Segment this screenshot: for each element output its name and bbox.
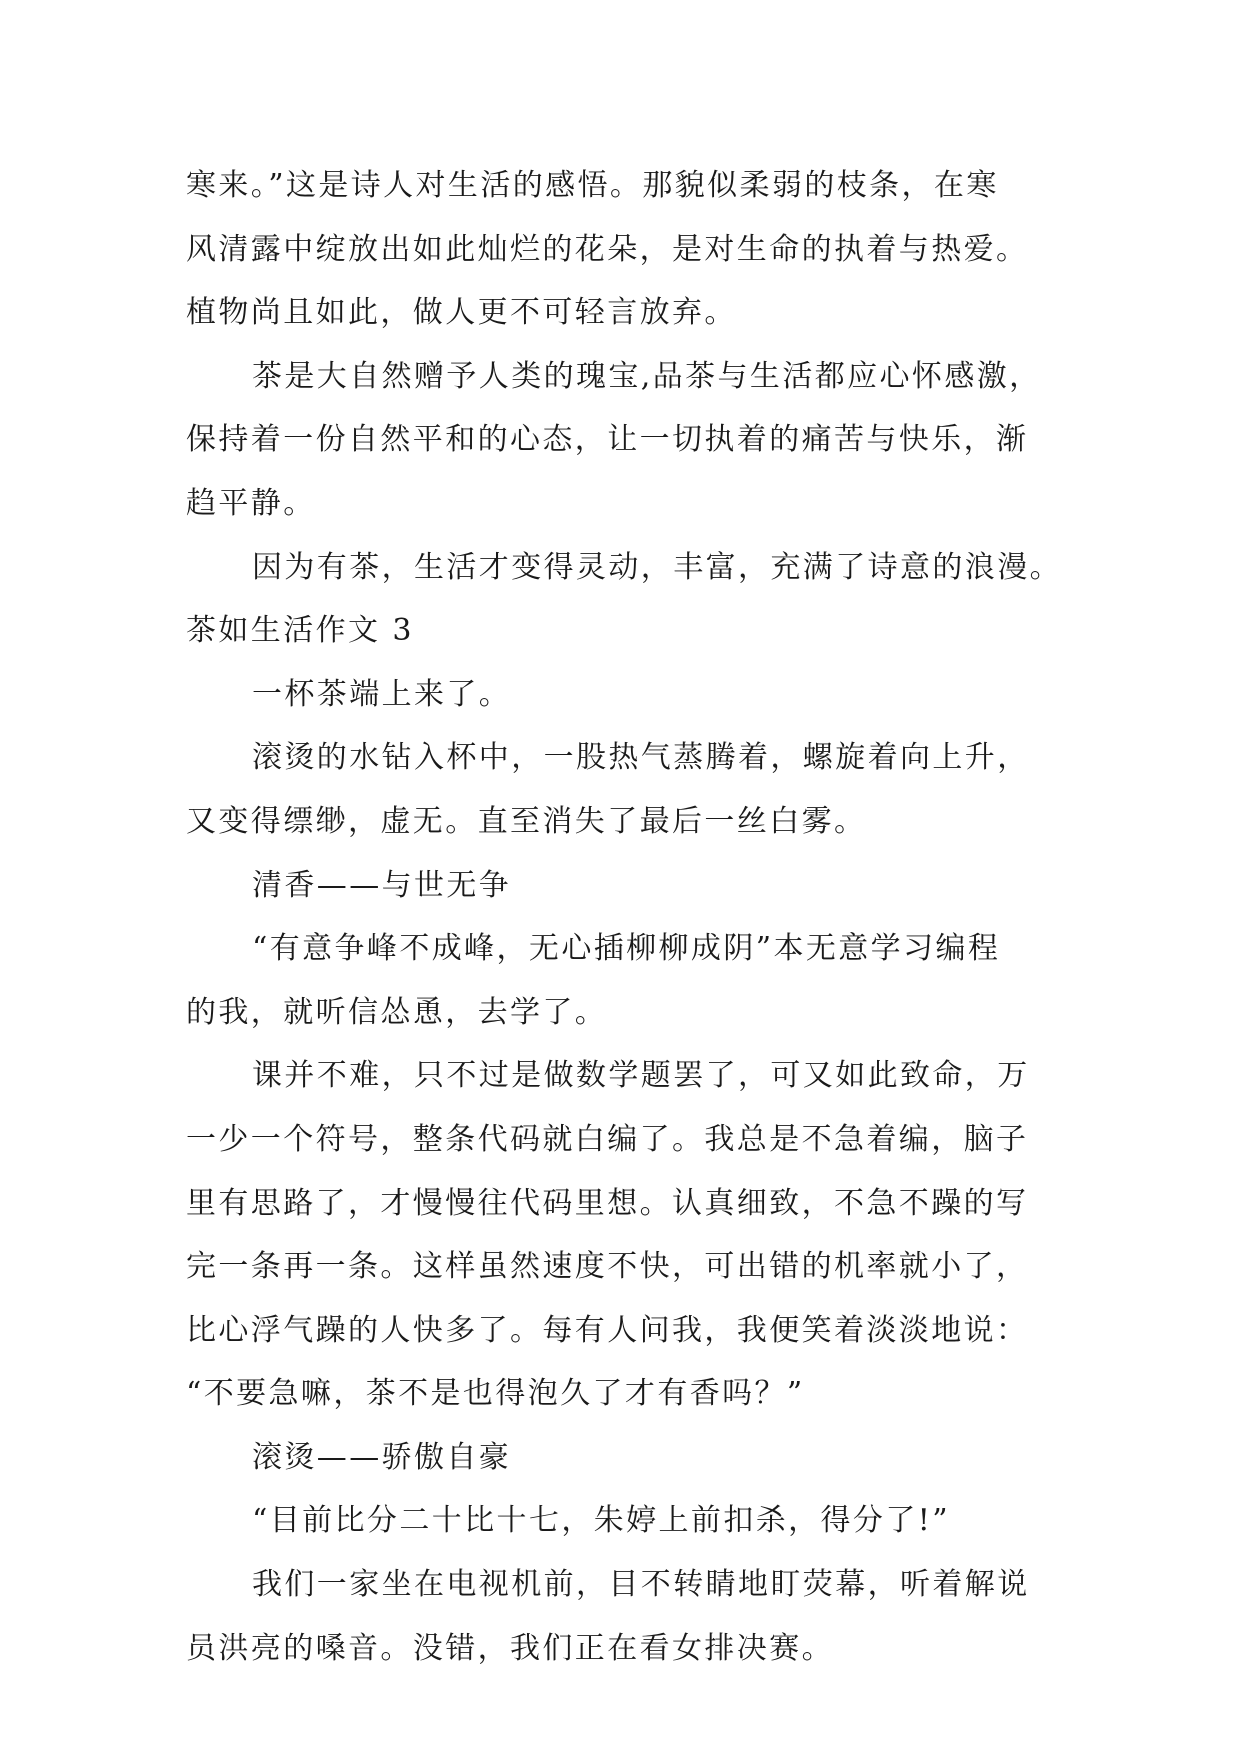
text-line: 趋平静。	[186, 485, 316, 521]
text-line: 一杯茶端上来了。	[252, 676, 512, 712]
text-line: 风清露中绽放出如此灿烂的花朵，是对生命的执着与热爱。	[186, 231, 1029, 267]
text-line: 里有思路了，才慢慢往代码里想。认真细致，不急不躁的写	[186, 1185, 1029, 1221]
text-line: 的我，就听信怂恿，去学了。	[186, 994, 608, 1030]
text-line: 滚烫的水钻入杯中，一股热气蒸腾着，螺旋着向上升，	[252, 740, 1030, 776]
section-heading: 茶如生活作文 3	[186, 613, 414, 649]
text-line: “不要急嘛，茶不是也得泡久了才有香吗？”	[186, 1376, 805, 1412]
text-line: 一少一个符号，整条代码就白编了。我总是不急着编，脑子	[186, 1121, 1029, 1157]
body-text	[186, 154, 1066, 1680]
text-line: 因为有茶，生活才变得灵动，丰富，充满了诗意的浪漫。	[252, 549, 1062, 585]
text-line: 寒来。”这是诗人对生活的感悟。那貌似柔弱的枝条，在寒	[186, 168, 999, 203]
text-line: 茶是大自然赠予人类的瑰宝,品茶与生活都应心怀感激，	[252, 358, 1042, 394]
subheading: 滚烫——骄傲自豪	[252, 1439, 512, 1475]
text-line: “目前比分二十比十七，朱婷上前扣杀，得分了!”	[252, 1503, 950, 1539]
text-line: “有意争峰不成峰，无心插柳柳成阴”本无意学习编程	[252, 931, 1001, 967]
text-line: 又变得缥缈，虚无。直至消失了最后一丝白雾。	[186, 803, 867, 839]
text-line: 比心浮气躁的人快多了。每有人问我，我便笑着淡淡地说：	[186, 1312, 1029, 1348]
text-line: 员洪亮的嗓音。没错，我们正在看女排决赛。	[186, 1630, 834, 1666]
text-line: 我们一家坐在电视机前，目不转睛地盯荧幕，听着解说	[252, 1567, 1030, 1603]
text-line: 保持着一份自然平和的心态，让一切执着的痛苦与快乐，渐	[186, 422, 1029, 458]
text-line: 课并不难，只不过是做数学题罢了，可又如此致命，万	[252, 1058, 1030, 1094]
text-line: 完一条再一条。这样虽然速度不快，可出错的机率就小了，	[186, 1249, 1029, 1285]
text-line: 植物尚且如此，做人更不可轻言放弃。	[186, 295, 737, 331]
subheading: 清香——与世无争	[252, 867, 512, 903]
